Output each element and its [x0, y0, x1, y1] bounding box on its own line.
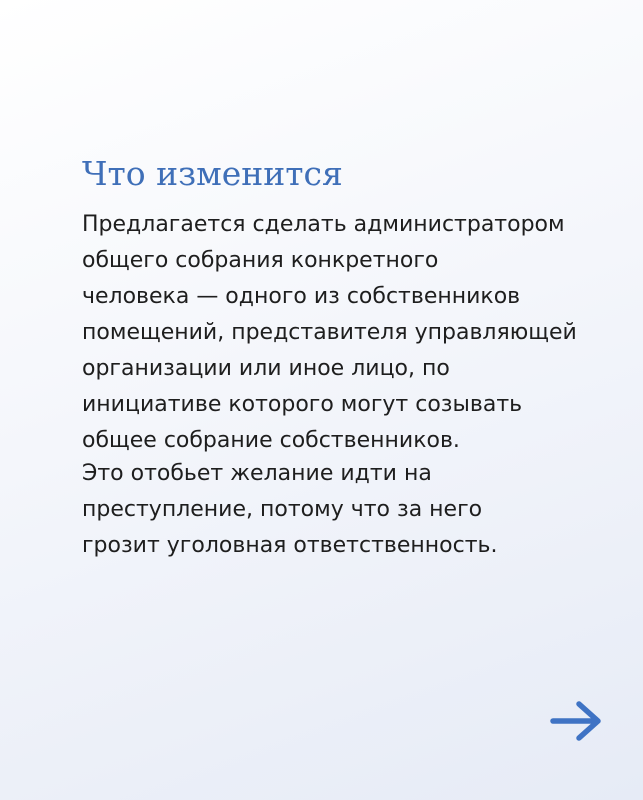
- slide-title: Что изменится: [82, 154, 343, 193]
- paragraph-line: организации или иное лицо, по: [82, 356, 450, 381]
- next-slide-button[interactable]: [549, 698, 605, 744]
- paragraph-proposal: [82, 207, 577, 459]
- arrow-right-icon: [549, 698, 605, 744]
- paragraph-line: инициативе которого могут созывать: [82, 392, 523, 417]
- paragraph-line: Это отобьет желание идти на: [82, 461, 432, 486]
- paragraph-line: общее собрание собственников.: [82, 428, 460, 453]
- paragraph-consequence: [82, 456, 498, 564]
- paragraph-line: Предлагается сделать администратором: [82, 212, 565, 237]
- paragraph-line: преступление, потому что за него: [82, 497, 483, 522]
- paragraph-line: общего собрания конкретного: [82, 248, 439, 273]
- paragraph-line: человека — одного из собственников: [82, 284, 521, 309]
- paragraph-line: грозит уголовная ответственность.: [82, 533, 498, 558]
- paragraph-line: помещений, представителя управляющей: [82, 320, 577, 345]
